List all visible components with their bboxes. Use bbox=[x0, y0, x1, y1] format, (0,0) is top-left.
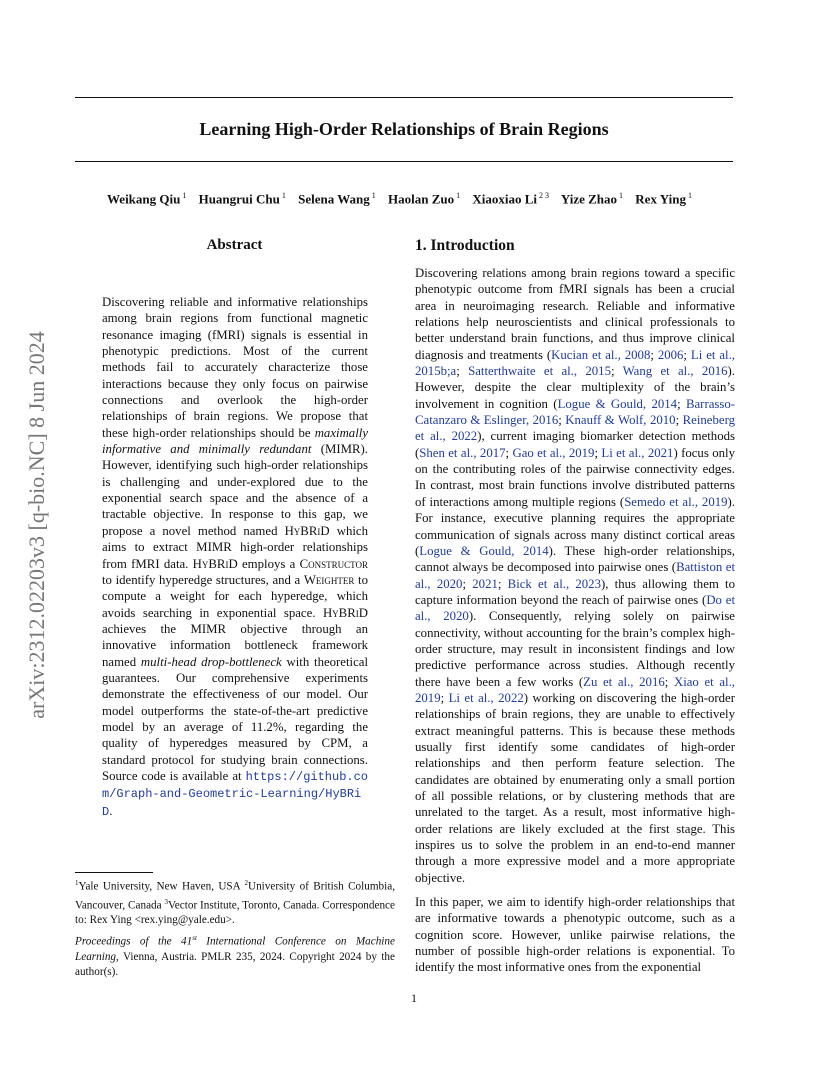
abstract-paragraph bbox=[102, 294, 368, 820]
author-name: Weikang Qiu bbox=[107, 191, 181, 207]
page-number: 1 bbox=[411, 991, 417, 1005]
author-name: Rex Ying bbox=[635, 191, 686, 207]
citation-link[interactable]: Barrasso-Catanzaro & Eslinger, 2016 bbox=[415, 396, 736, 428]
proceedings-text: International Conference on Machine Learning bbox=[75, 935, 395, 963]
citation-link[interactable]: Zu et al., 2016 bbox=[583, 674, 665, 689]
introduction-text: ; bbox=[558, 413, 566, 428]
citation-link[interactable]: Battiston et al., 2020 bbox=[415, 560, 735, 591]
introduction-text: ), current imaging biomarker detection methods ( bbox=[415, 429, 735, 460]
affiliation-footnote bbox=[75, 876, 395, 928]
citation-link[interactable]: Semedo et al., 2019 bbox=[624, 494, 728, 509]
introduction-text: ; bbox=[610, 364, 623, 379]
introduction-text: ; bbox=[677, 396, 686, 411]
paper-title: Learning High-Order Relationships of Brain Regions bbox=[199, 119, 609, 139]
introduction-paragraph bbox=[415, 265, 735, 886]
introduction-text: ). However, despite the clear multiplexity of the brain’s involvement in cognition ( bbox=[415, 364, 735, 411]
footnote-rule bbox=[75, 872, 153, 873]
author-list bbox=[60, 191, 748, 207]
citation-link[interactable]: Li et al., 2022 bbox=[448, 690, 524, 705]
introduction-text: ) focus only on the contributing roles of the pairwise connectivity edges. In contrast, most brain functions involve distributed patterns of interactions among multiple regions ( bbox=[415, 445, 735, 509]
citation-link[interactable]: Gao et al., 2019 bbox=[512, 445, 595, 460]
abstract-text: , regarding the quality of hyperedges measured by CPM, a standard protocol for studying brain connections. Source code is available at bbox=[102, 719, 369, 783]
section-heading-introduction: 1. Introduction bbox=[415, 237, 515, 254]
author-affiliation: 1 bbox=[281, 191, 286, 200]
author-affiliation: 1 bbox=[456, 191, 461, 200]
introduction-body bbox=[415, 265, 735, 976]
citation-link[interactable]: Logue & Gould, 2014 bbox=[557, 396, 678, 411]
arxiv-stamp-text: arXiv:2312.02203v3 [q-bio.NC] 8 Jun 2024 bbox=[24, 331, 49, 719]
introduction-text: ; bbox=[497, 576, 508, 591]
citation-link[interactable]: Do et al., 2020 bbox=[415, 592, 735, 624]
introduction-text: ; bbox=[505, 445, 513, 460]
author-affiliation: 1 bbox=[687, 191, 692, 200]
citation-link[interactable]: Logue & Gould, 2014 bbox=[419, 543, 549, 558]
citation-link[interactable]: Kucian et al., 2008 bbox=[551, 347, 651, 362]
proceedings-note bbox=[75, 931, 395, 980]
abstract-body bbox=[102, 294, 368, 820]
introduction-text: ). Consequently, relying solely on pairwise connectivity, without accounting for the brain’s complex high-order structure, may result in inconsistent findings and low predictive performance across studies. Although recently there have been a few works ( bbox=[415, 609, 735, 689]
footnote-text: University of British Columbia, Vancouver, Canada bbox=[75, 880, 395, 912]
author-name: Yize Zhao bbox=[560, 191, 618, 207]
author-affiliation: 2 3 bbox=[539, 191, 550, 200]
abstract-text: (MIMR). However, identifying such high-order relationships is challenging and under-explored due to the exponential search space and the absence of a tractable objective. In response to this gap, we propose a novel method named bbox=[102, 442, 368, 538]
method-name: HyBRiD bbox=[284, 523, 330, 538]
proceedings-ordinal-suffix: st bbox=[192, 934, 197, 942]
abstract-emphasis: maximally informative and minimally redundant bbox=[102, 425, 368, 457]
citation-link[interactable]: Knauff & Wolf, 2010 bbox=[565, 413, 676, 428]
percentage-value: 11.2% bbox=[250, 719, 284, 734]
author-name: Haolan Zuo bbox=[388, 191, 455, 207]
citation-link[interactable]: Li et al., 2015b;a bbox=[415, 347, 735, 379]
footnote-marker: 1 bbox=[75, 879, 79, 887]
proceedings-text: , Vienna, Austria. PMLR 235, 2024. Copyright 2024 by the author(s). bbox=[75, 950, 395, 978]
citation-link[interactable]: 2006 bbox=[657, 347, 684, 362]
introduction-text: ) working on discovering the high-order relationships of brain regions, they are unable to effectively extract meaningful patterns. This is because these methods usually first identify some candidates of high-order relationships and then perform feature selection. The candidates are obtained by enumerating only a small portion of all possible relations, or by clustering methods that are unrelated to the target. As a result, most informative high-order relations are likely excluded at the first stage. This inspires us to solve the problem in an end-to-end manner through a more expressive model and a more appropriate objective. bbox=[415, 690, 735, 885]
abstract-text: with theoretical guarantees. Our comprehensive experiments demonstrate the effectiveness of our model. Our model outperforms the state-of-the-art predictive model by an average of bbox=[102, 654, 369, 734]
abstract-text: employs a bbox=[237, 556, 300, 571]
arxiv-stamp bbox=[14, 280, 54, 770]
abstract-emphasis: multi-head drop-bottleneck bbox=[140, 654, 282, 669]
footnote-text: Yale University, New Haven, USA bbox=[78, 880, 245, 893]
title-bottom-rule bbox=[75, 161, 733, 162]
author-affiliation: 1 bbox=[619, 191, 624, 200]
abstract-text: to compute a weight for each hyperedge, which avoids searching in exponential space. bbox=[102, 572, 368, 620]
citation-link[interactable]: Li et al., 2021 bbox=[601, 445, 674, 460]
citation-link[interactable]: Bick et al., 2023 bbox=[507, 576, 601, 591]
introduction-text: ; bbox=[650, 347, 658, 362]
proceedings-ordinal: 41 bbox=[181, 935, 193, 948]
author-affiliation: 1 bbox=[371, 191, 376, 200]
introduction-text: ). For instance, executive planning requires the appropriate communication of signals across many distinct cortical areas ( bbox=[415, 494, 735, 558]
abstract-text: to identify hyperedge structures, and a bbox=[102, 572, 304, 587]
citation-link[interactable]: Xiao et al., 2019 bbox=[415, 674, 735, 705]
source-code-link[interactable]: https://github.com/Graph-and-Geometric-Learning/HyBRiD bbox=[102, 769, 368, 819]
author-affiliation: 1 bbox=[182, 191, 187, 200]
introduction-text: ; bbox=[683, 347, 691, 362]
author-name: Huangrui Chu bbox=[198, 191, 280, 207]
constructor-name: Constructor bbox=[299, 556, 368, 571]
introduction-paragraph: In this paper, we aim to identify high-order relationships that are informative towards a phenotypic outcome, such as a cognition score. However, unlike pairwise relations, the number of possible high-order relations is exponential. To identify the most informative ones from the exponential bbox=[415, 895, 735, 975]
method-name: HyBRiD bbox=[192, 556, 238, 571]
introduction-text: ), thus allowing them to capture information beyond the reach of pairwise ones ( bbox=[415, 576, 736, 607]
method-name: HyBRiD bbox=[322, 605, 368, 620]
introduction-text: ; bbox=[456, 364, 469, 379]
top-rule bbox=[75, 97, 733, 98]
introduction-text: ; bbox=[675, 413, 683, 428]
footnote-marker: 2 bbox=[244, 879, 248, 887]
author-name: Xiaoxiao Li bbox=[472, 191, 538, 207]
footnote-marker: 3 bbox=[164, 897, 168, 906]
introduction-text: Discovering relations among brain regions toward a specific phenotypic outcome from fMRI signals has been a crucial area in neuroimaging research. Reliable and informative relations help neuroscientists and clinical professionals to better understand brain functions, and thus improve clinical diagnosis and treatments ( bbox=[415, 266, 735, 362]
abstract-text: achieves the MIMR objective through an innovative information bottleneck framework named bbox=[102, 621, 368, 669]
abstract-text: Discovering reliable and informative relationships among brain regions from functional magnetic resonance imaging (fMRI) signals is essential in phenotypic predictions. Most of the current methods fail to accurately characterize those interactions because they only focus on pairwise connections and overlook the high-order relationships of brain regions. We propose that these high-order relationships should be bbox=[102, 295, 368, 440]
abstract-heading: Abstract bbox=[206, 237, 263, 253]
abstract-text: which aims to extract MIMR high-order relationships from fMRI data. bbox=[102, 523, 368, 571]
abstract-text: . bbox=[109, 803, 113, 818]
proceedings-text: Proceedings of the bbox=[75, 935, 182, 948]
weighter-name: Weighter bbox=[303, 572, 355, 587]
citation-link[interactable]: Satterthwaite et al., 2015 bbox=[468, 364, 611, 379]
citation-link[interactable]: Shen et al., 2017 bbox=[419, 445, 506, 460]
footnote-text: Vector Institute, Toronto, Canada. Correspondence to: Rex Ying <rex.ying@yale.edu>. bbox=[75, 899, 395, 927]
introduction-text: ; bbox=[664, 674, 674, 689]
introduction-text: ; bbox=[462, 576, 473, 591]
citation-link[interactable]: Wang et al., 2016 bbox=[622, 364, 728, 379]
introduction-text: ; bbox=[440, 690, 449, 705]
citation-link[interactable]: Reineberg et al., 2022 bbox=[415, 413, 735, 444]
author-name: Selena Wang bbox=[298, 191, 370, 207]
introduction-text: ). These high-order relationships, cannot always be decomposed into pairwise ones ( bbox=[415, 543, 735, 575]
introduction-text: ; bbox=[594, 445, 602, 460]
citation-link[interactable]: 2021 bbox=[472, 576, 498, 591]
